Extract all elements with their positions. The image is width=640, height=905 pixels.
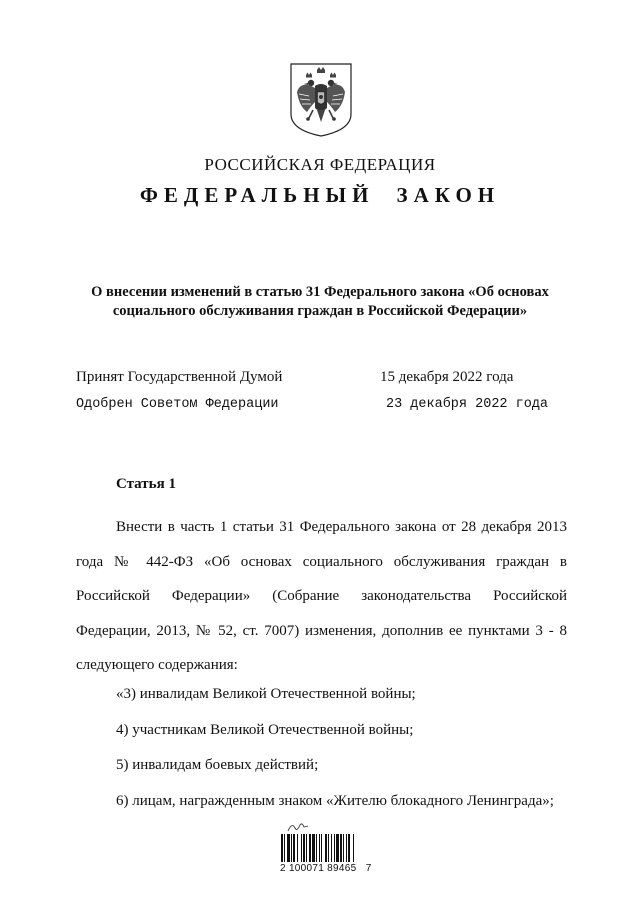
article-heading: Статья 1 (116, 476, 176, 492)
coat-of-arms-of-russia-icon (289, 62, 353, 138)
coat-of-arms-emblem (289, 62, 353, 138)
council-approval-date: 23 декабря 2022 года (386, 397, 549, 412)
document-type-word-1: ФЕДЕРАЛЬНЫЙ (139, 183, 375, 207)
country-name: РОССИЙСКАЯ ФЕДЕРАЦИЯ (204, 155, 436, 174)
list-item: 6) лицам, награжденным знаком «Жителю блокадного Ленинграда»; (116, 792, 554, 809)
barcode-number: 2 100071 89465 7 (280, 863, 372, 874)
duma-adoption-date: 15 декабря 2022 года (380, 369, 514, 385)
article-body (76, 510, 567, 683)
council-approval-label: Одобрен Советом Федерации (76, 397, 279, 412)
document-type (0, 183, 640, 208)
signature-mark (286, 820, 310, 834)
barcode (281, 834, 361, 862)
list-item: «3) инвалидам Великой Отечественной войны; (116, 686, 416, 702)
duma-adoption-label: Принят Государственной Думой (76, 369, 283, 385)
amendment-items-list (116, 677, 554, 819)
list-item: 4) участникам Великой Отечественной войны; (116, 721, 414, 738)
law-title-line-1: О внесении изменений в статью 31 Федерального закона «Об основах (91, 284, 549, 300)
document-type-word-2: ЗАКОН (396, 183, 501, 207)
law-title (60, 283, 580, 321)
law-title-line-2: социального обслуживания граждан в Российской Федерации» (112, 303, 528, 319)
article-paragraph: Внести в часть 1 статьи 31 Федерального закона от 28 декабря 2013 года № 442-ФЗ «Об основах социального обслуживания граждан в Российской Федерации» (Собрание законодательства Российской Федерации, 2013, № 52, ст. 7007) изменения, дополнив ее пунктами 3 - 8 следующего содержания: (76, 519, 567, 673)
list-item: 5) инвалидам боевых действий; (116, 757, 319, 773)
